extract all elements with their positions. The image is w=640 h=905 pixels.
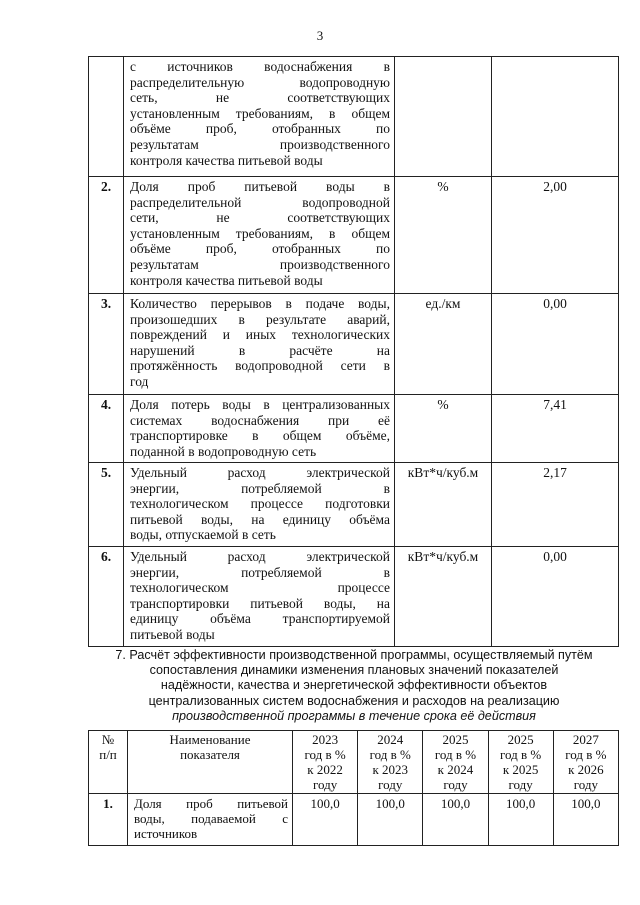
value-cell: 2,17 <box>492 463 619 547</box>
row-number <box>89 57 124 177</box>
header-line: год в % <box>304 747 346 762</box>
indicator-name <box>124 395 395 463</box>
text-line: произошедших в результате аварий, <box>130 311 390 327</box>
header-line: к 2024 <box>437 762 474 777</box>
header-line: к 2025 <box>502 762 539 777</box>
unit-cell <box>395 57 492 177</box>
text-line: с источников водоснабжения в <box>130 59 390 74</box>
header-year-2025a <box>423 731 488 794</box>
header-line: год в % <box>434 747 477 762</box>
row-number: 3. <box>89 294 124 395</box>
indicator-name <box>124 177 395 294</box>
text-line: распределительной водопроводной <box>130 194 390 210</box>
table-row <box>89 463 619 547</box>
text-line: контроля качества питьевой воды <box>130 272 323 288</box>
heading-line: 7. Расчёт эффективности производственной программы, осуществляемый путём <box>115 648 593 662</box>
row-number: 1. <box>89 794 128 846</box>
table-row <box>89 57 619 177</box>
value-cell: 0,00 <box>492 547 619 647</box>
header-line: году <box>312 777 338 792</box>
unit-cell: ед./км <box>395 294 492 395</box>
table-header-row <box>89 731 619 794</box>
text-line: объёме проб, отобранных по <box>130 121 390 137</box>
text-line: транспортировки питьевой воды, на <box>130 595 390 611</box>
header-year-2023 <box>293 731 358 794</box>
text-line: контроля качества питьевой воды <box>130 152 323 168</box>
unit-cell: % <box>395 177 492 294</box>
header-name <box>128 731 293 794</box>
text-line: технологическом процессе <box>130 580 390 596</box>
heading-line: производственной программы в течение срока её действия <box>172 708 536 723</box>
header-year-2027 <box>553 731 618 794</box>
header-line: год в % <box>565 747 607 762</box>
header-line: показателя <box>180 747 240 762</box>
table-row <box>89 177 619 294</box>
section-7-heading <box>84 648 624 724</box>
value-cell: 100,0 <box>488 794 553 846</box>
header-line: к 2023 <box>372 762 409 777</box>
header-line: к 2022 <box>307 762 343 777</box>
text-line: установленным требованиям, в общем <box>130 225 390 241</box>
text-line: Удельный расход электрической <box>130 549 390 564</box>
header-line: к 2026 <box>568 762 604 777</box>
header-line: год в % <box>500 747 542 762</box>
row-number: 6. <box>89 547 124 647</box>
value-cell: 100,0 <box>423 794 488 846</box>
text-line: Доля потерь воды в централизованных <box>130 397 390 412</box>
text-line: Количество перерывов в подаче воды, <box>130 296 390 311</box>
text-line: результатам производственного <box>130 136 390 152</box>
header-line: 2023 <box>312 732 339 747</box>
indicator-name <box>128 794 293 846</box>
header-line: 2027 <box>572 732 599 747</box>
text-line: источников <box>134 826 198 841</box>
text-line: Удельный расход электрической <box>130 465 390 480</box>
header-line: Наименование <box>169 732 251 747</box>
text-line: поданной в водопроводную сеть <box>130 443 317 459</box>
efficiency-table <box>88 730 619 846</box>
header-line: году <box>508 777 533 792</box>
header-num <box>89 731 128 794</box>
table-row <box>89 547 619 647</box>
text-line: питьевой воды, на единицу объёма <box>130 511 390 527</box>
text-line: год <box>130 373 149 389</box>
header-line: 2025 <box>442 732 469 747</box>
row-number: 5. <box>89 463 124 547</box>
header-year-2024 <box>358 731 423 794</box>
header-line: году <box>378 777 403 792</box>
header-year-2025b <box>488 731 553 794</box>
table-row <box>89 395 619 463</box>
text-line: повреждений и иных технологических <box>130 327 390 343</box>
text-line: распределительную водопроводную <box>130 74 390 90</box>
indicators-table <box>88 56 619 647</box>
text-line: транспортировке в общем объёме, <box>130 428 390 444</box>
text-line: Доля проб питьевой <box>134 796 288 811</box>
value-cell: 100,0 <box>293 794 358 846</box>
value-cell <box>492 57 619 177</box>
indicator-name <box>124 57 395 177</box>
header-line: № <box>101 732 115 747</box>
unit-cell: кВт*ч/куб.м <box>395 547 492 647</box>
text-line: питьевой воды <box>130 626 215 642</box>
text-line: технологическом процессе подготовки <box>130 496 390 512</box>
value-cell: 0,00 <box>492 294 619 395</box>
unit-cell: кВт*ч/куб.м <box>395 463 492 547</box>
row-number: 2. <box>89 177 124 294</box>
text-line: Доля проб питьевой воды в <box>130 179 390 194</box>
indicator-name <box>124 463 395 547</box>
header-line: году <box>573 777 598 792</box>
value-cell: 2,00 <box>492 177 619 294</box>
header-line: году <box>443 777 468 792</box>
header-line: 2025 <box>507 732 534 747</box>
table-row <box>89 794 619 846</box>
text-line: нарушений в расчёте на <box>130 342 390 358</box>
text-line: единицу объёма транспортируемой <box>130 611 390 627</box>
text-line: объёме проб, отобранных по <box>130 241 390 257</box>
value-cell: 100,0 <box>358 794 423 846</box>
text-line: энергии, потребляемой в <box>130 480 390 496</box>
text-line: воды, отпускаемой в сеть <box>130 527 276 543</box>
indicator-name <box>124 294 395 395</box>
value-cell: 7,41 <box>492 395 619 463</box>
text-line: системах водоснабжения при её <box>130 412 390 428</box>
value-cell: 100,0 <box>553 794 618 846</box>
indicator-name <box>124 547 395 647</box>
heading-line: централизованных систем водоснабжения и расходов на реализацию <box>148 693 560 708</box>
text-line: энергии, потребляемой в <box>130 564 390 580</box>
header-line: 2024 <box>377 732 404 747</box>
unit-cell: % <box>395 395 492 463</box>
text-line: результатам производственного <box>130 256 390 272</box>
heading-line: сопоставления динамики изменения плановых значений показателей <box>149 663 559 678</box>
heading-line: надёжности, качества и энергетической эффективности объектов <box>160 678 548 693</box>
header-line: п/п <box>99 747 117 762</box>
text-line: установленным требованиям, в общем <box>130 105 390 121</box>
text-line: сети, не соответствующих <box>130 210 390 226</box>
header-line: год в % <box>369 747 411 762</box>
text-line: сеть, не соответствующих <box>130 90 390 106</box>
table-row <box>89 294 619 395</box>
page-number: 3 <box>316 28 324 43</box>
text-line: протяжённость водопроводной сети в <box>130 358 390 374</box>
text-line: воды, подаваемой с <box>134 811 288 826</box>
row-number: 4. <box>89 395 124 463</box>
